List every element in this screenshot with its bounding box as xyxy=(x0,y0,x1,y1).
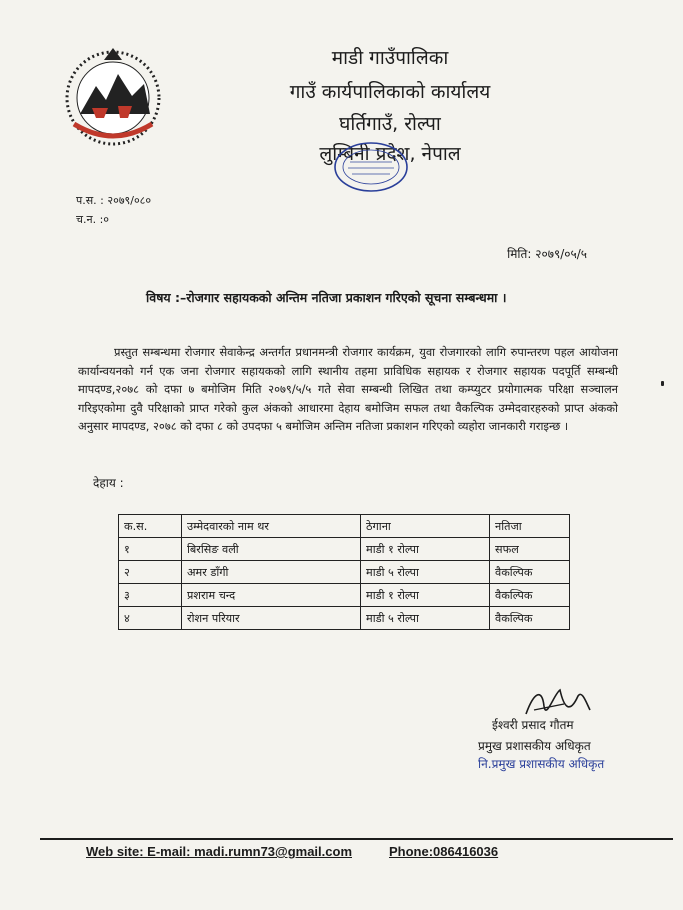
name-cell: रोशन परियार xyxy=(182,607,361,630)
address-cell: माडी ५ रोल्पा xyxy=(361,561,490,584)
office-province: लुम्बिनी प्रदेश, नेपाल xyxy=(319,143,461,165)
dispatch-number: च.न. :० xyxy=(76,213,110,226)
column-header-name: उम्मेदवारको नाम थर xyxy=(182,515,361,538)
address-cell: माडी १ रोल्पा xyxy=(361,584,490,607)
serial-cell: २ xyxy=(119,561,182,584)
signatory-title: प्रमुख प्रशासकीय अधिकृत xyxy=(478,739,591,753)
table-row xyxy=(119,607,570,630)
result-cell: वैकल्पिक xyxy=(490,584,570,607)
results-table xyxy=(118,514,570,630)
letter-number: प.स. : २०७९/०८० xyxy=(76,194,152,207)
office-stamp xyxy=(332,140,410,194)
serial-cell: १ xyxy=(119,538,182,561)
result-cell: वैकल्पिक xyxy=(490,561,570,584)
letter-body: प्रस्तुत सम्बन्धमा रोजगार सेवाकेन्द्र अन्तर्गत प्रधानमन्त्री रोजगार कार्यक्रम, युवा रोजगारको लागि रुपान्तरण पहल आयोजना कार्यान्वयनको गर्न एक जना रोजगार सहायकको लागि स्थानीय तहमा प्राविधिक सहायक र रोजगार सहायक पदपूर्ति सम्बन्धी मापदण्ड,२०७८ को दफा ७ बमोजिम मिति २०७९/५/५ गते सेवा सम्बन्धी लिखित तथा कम्प्युटर प्रयोगात्मक परिक्षा सञ्चालन गरिइएकोमा दुवै परिक्षाको प्राप्त गरेको कुल अंकको आधारमा देहाय बमोजिम सफल तथा वैकल्पिक उम्मेदवारहरुको प्राप्त अंकको अनुसार मापदण्ड, २०७८ को दफा ८ को उपदफा ५ बमोजिम अन्तिम नतिजा प्रकाशन गरिएको व्यहोरा जानकारी गराइन्छ । xyxy=(78,345,618,434)
letter-date: मिति: २०७९/०५/५ xyxy=(507,247,587,261)
signatory-name: ईश्वरी प्रसाद गौतम xyxy=(492,718,574,732)
name-cell: प्रशराम चन्द xyxy=(182,584,361,607)
table-row xyxy=(119,561,570,584)
listing-label: देहाय : xyxy=(93,476,124,490)
margin-mark xyxy=(661,381,664,386)
footer-divider xyxy=(40,838,673,840)
name-cell: बिरसिङ वली xyxy=(182,538,361,561)
column-header-serial: क.स. xyxy=(119,515,182,538)
table-row xyxy=(119,538,570,561)
footer-phone: Phone:086416036 xyxy=(389,844,499,859)
serial-cell: ३ xyxy=(119,584,182,607)
office-location: घर्तिगाउँ, रोल्पा xyxy=(339,113,441,135)
column-header-result: नतिजा xyxy=(490,515,570,538)
result-cell: सफल xyxy=(490,538,570,561)
address-cell: माडी ५ रोल्पा xyxy=(361,607,490,630)
office-subtitle: गाउँ कार्यपालिकाको कार्यालय xyxy=(289,81,491,103)
address-cell: माडी १ रोल्पा xyxy=(361,538,490,561)
letter-subject: विषय :–रोजगार सहायकको अन्तिम नतिजा प्रकाशन गरिएको सूचना सम्बन्धमा । xyxy=(146,290,507,305)
signatory-stamp: नि.प्रमुख प्रशासकीय अधिकृत xyxy=(478,757,605,771)
result-cell: वैकल्पिक xyxy=(490,607,570,630)
table-header-row xyxy=(119,515,570,538)
column-header-address: ठेगाना xyxy=(361,515,490,538)
name-cell: अमर डाँगी xyxy=(182,561,361,584)
office-name: माडी गाउँपालिका xyxy=(331,47,449,69)
footer-contact: Web site: E-mail: madi.rumn73@gmail.com xyxy=(86,844,352,859)
table-row xyxy=(119,584,570,607)
serial-cell: ४ xyxy=(119,607,182,630)
government-emblem-logo xyxy=(60,44,166,148)
